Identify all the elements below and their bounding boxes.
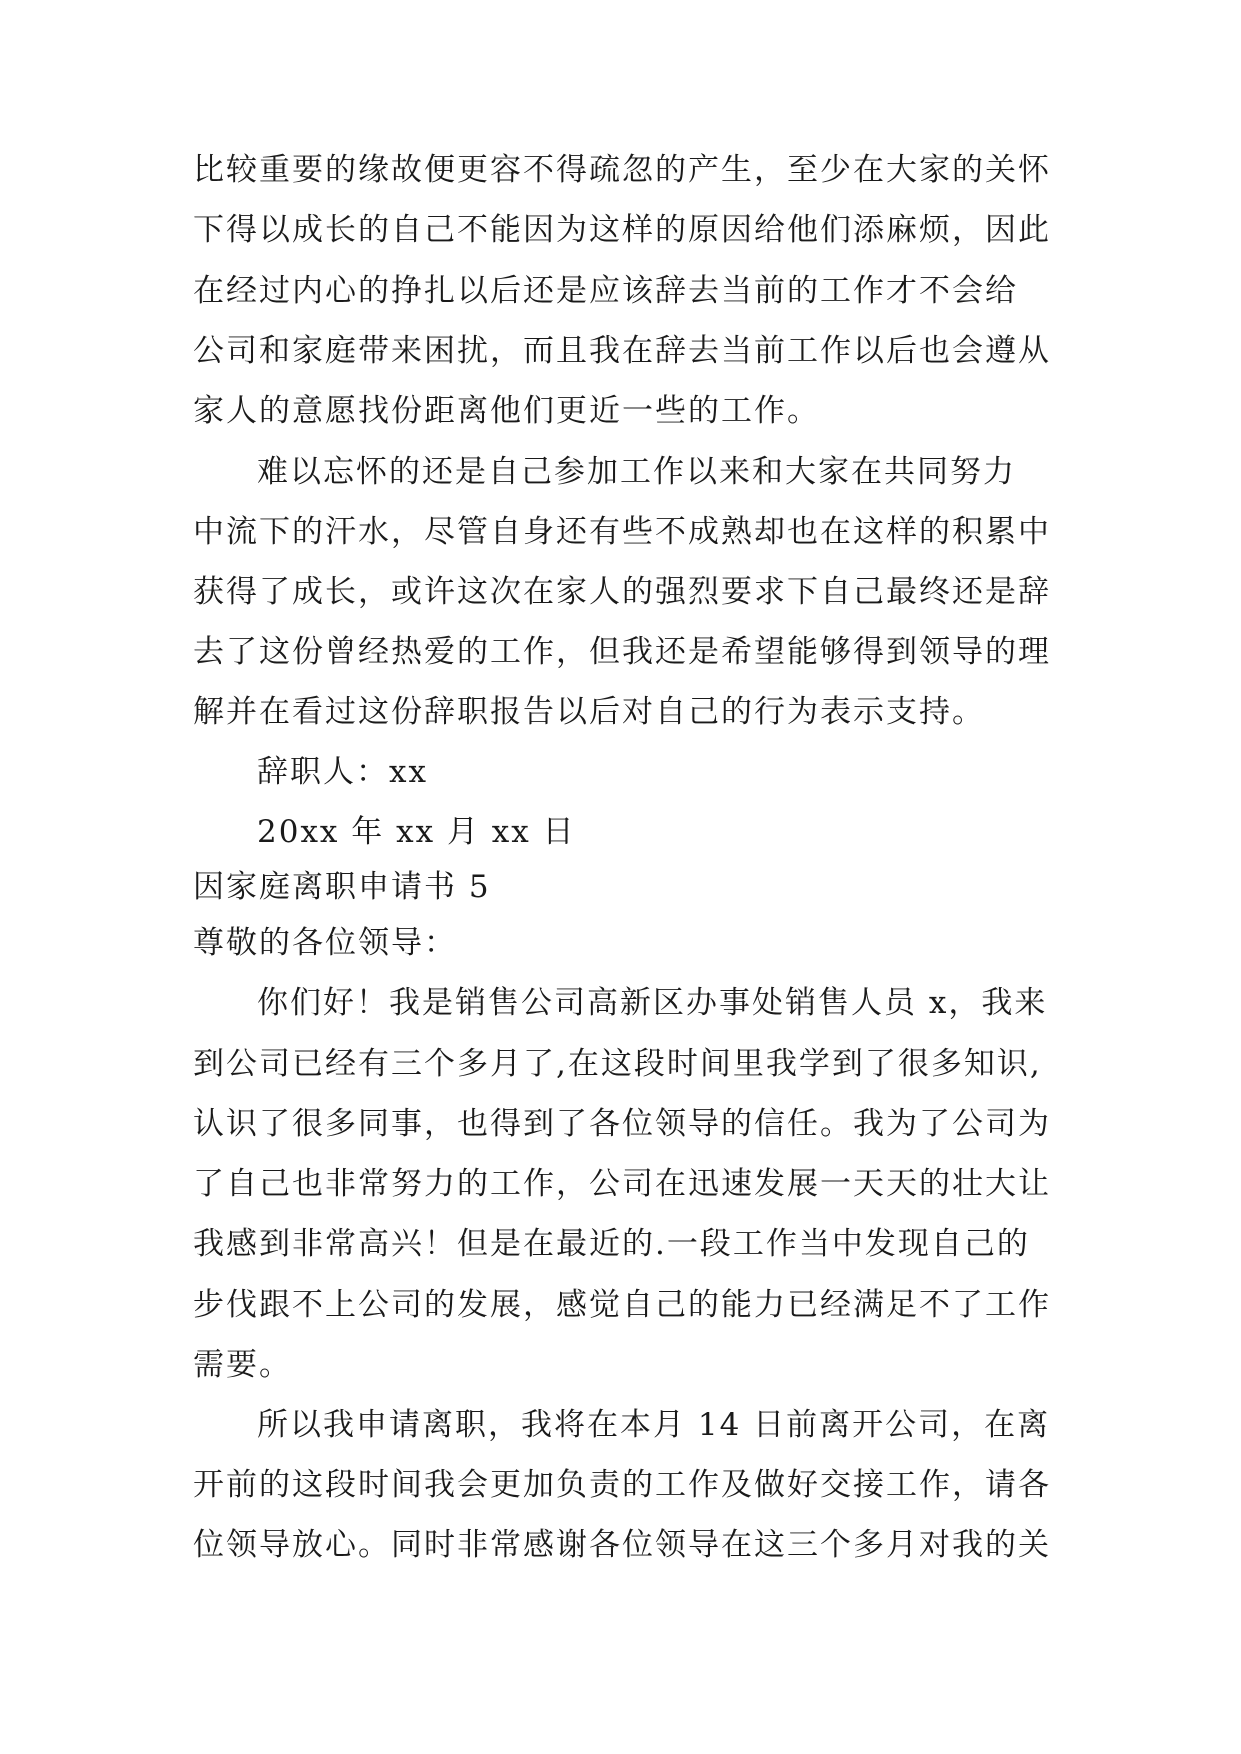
paragraph-3-line-1: 你们好！我是销售公司高新区办事处销售人员 x，我来 xyxy=(257,985,1048,1021)
paragraph-3-line-5: 我感到非常高兴！但是在最近的.一段工作当中发现自己的 xyxy=(193,1226,1030,1262)
paragraph-3-line-3: 认识了很多同事，也得到了各位领导的信任。我为了公司为 xyxy=(193,1106,1051,1142)
paragraph-2-line-5: 解并在看过这份辞职报告以后对自己的行为表示支持。 xyxy=(193,694,985,730)
paragraph-4-line-2: 开前的这段时间我会更加负责的工作及做好交接工作，请各 xyxy=(193,1467,1051,1503)
signature-date: 20xx 年 xx 月 xx 日 xyxy=(257,814,576,850)
paragraph-1-line-1: 比较重要的缘故便更容不得疏忽的产生，至少在大家的关怀 xyxy=(193,152,1051,188)
paragraph-4-line-3: 位领导放心。同时非常感谢各位领导在这三个多月对我的关 xyxy=(193,1527,1051,1563)
paragraph-3-line-7: 需要。 xyxy=(193,1347,292,1383)
paragraph-1-line-2: 下得以成长的自己不能因为这样的原因给他们添麻烦，因此 xyxy=(193,212,1051,248)
paragraph-4-line-1: 所以我申请离职，我将在本月 14 日前离开公司，在离 xyxy=(257,1407,1051,1443)
paragraph-3-line-6: 步伐跟不上公司的发展，感觉自己的能力已经满足不了工作 xyxy=(193,1287,1051,1323)
signature-name: 辞职人：xx xyxy=(257,754,428,790)
salutation: 尊敬的各位领导： xyxy=(193,925,457,961)
paragraph-1-line-5: 家人的意愿找份距离他们更近一些的工作。 xyxy=(193,393,820,429)
letter-title: 因家庭离职申请书 5 xyxy=(193,869,491,905)
paragraph-2-line-3: 获得了成长，或许这次在家人的强烈要求下自己最终还是辞 xyxy=(193,574,1051,610)
paragraph-3-line-4: 了自己也非常努力的工作，公司在迅速发展一天天的壮大让 xyxy=(193,1166,1051,1202)
paragraph-2-line-1: 难以忘怀的还是自己参加工作以来和大家在共同努力 xyxy=(257,454,1016,490)
paragraph-2-line-2: 中流下的汗水，尽管自身还有些不成熟却也在这样的积累中 xyxy=(193,514,1051,550)
paragraph-1-line-3: 在经过内心的挣扎以后还是应该辞去当前的工作才不会给 xyxy=(193,273,1018,309)
paragraph-2-line-4: 去了这份曾经热爱的工作，但我还是希望能够得到领导的理 xyxy=(193,634,1051,670)
paragraph-3-line-2: 到公司已经有三个多月了,在这段时间里我学到了很多知识, xyxy=(193,1046,1042,1082)
paragraph-1-line-4: 公司和家庭带来困扰，而且我在辞去当前工作以后也会遵从 xyxy=(193,333,1051,369)
